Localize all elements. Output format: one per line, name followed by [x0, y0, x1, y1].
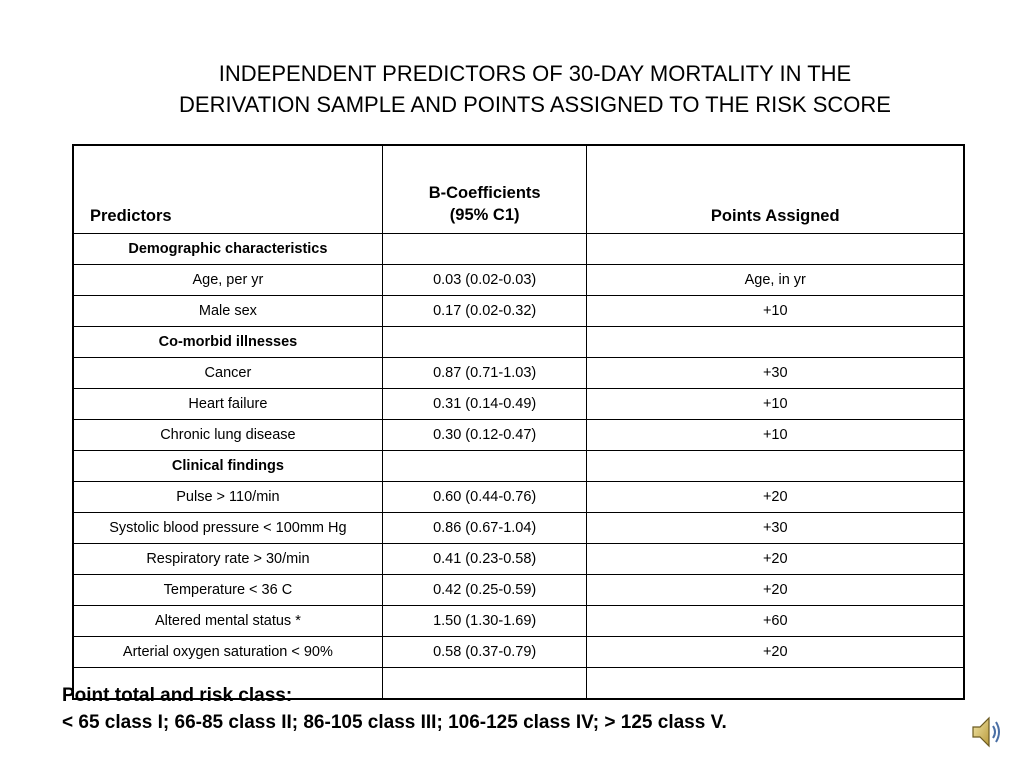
empty-cell — [382, 234, 587, 265]
table-row — [73, 513, 964, 544]
table-row — [73, 265, 964, 296]
predictor-cell: Male sex — [73, 296, 382, 327]
coef-cell: 0.41 (0.23-0.58) — [382, 544, 587, 575]
points-cell: Age, in yr — [587, 265, 964, 296]
points-cell: +10 — [587, 389, 964, 420]
header-coef-line-1: B-Coefficients — [428, 184, 541, 202]
section-row-demographic — [73, 234, 964, 265]
table-row — [73, 482, 964, 513]
points-cell: +10 — [587, 296, 964, 327]
empty-cell — [587, 327, 964, 358]
predictor-cell: Pulse > 110/min — [73, 482, 382, 513]
slide-title — [90, 58, 980, 120]
points-cell: +30 — [587, 358, 964, 389]
points-cell: +30 — [587, 513, 964, 544]
coef-cell: 0.17 (0.02-0.32) — [382, 296, 587, 327]
risk-class-footer — [62, 682, 962, 736]
points-cell: +10 — [587, 420, 964, 451]
coef-cell: 0.42 (0.25-0.59) — [382, 575, 587, 606]
table-row — [73, 575, 964, 606]
points-cell: +20 — [587, 544, 964, 575]
predictor-cell: Systolic blood pressure < 100mm Hg — [73, 513, 382, 544]
coef-cell: 0.30 (0.12-0.47) — [382, 420, 587, 451]
points-cell: +20 — [587, 482, 964, 513]
risk-score-table — [72, 144, 965, 700]
points-cell: +20 — [587, 575, 964, 606]
empty-cell — [382, 451, 587, 482]
table-row — [73, 544, 964, 575]
empty-cell — [587, 234, 964, 265]
header-predictors: Predictors — [73, 145, 382, 234]
footer-line-2: < 65 class I; 66-85 class II; 86-105 class III; 106-125 class IV; > 125 class V. — [62, 712, 727, 733]
table-row — [73, 637, 964, 668]
section-row-comorbid — [73, 327, 964, 358]
coef-cell: 0.87 (0.71-1.03) — [382, 358, 587, 389]
section-label: Co-morbid illnesses — [73, 327, 382, 358]
section-label: Clinical findings — [73, 451, 382, 482]
predictor-cell: Chronic lung disease — [73, 420, 382, 451]
section-row-clinical — [73, 451, 964, 482]
speaker-icon[interactable] — [970, 712, 1004, 752]
empty-cell — [382, 327, 587, 358]
header-coefficients — [382, 145, 587, 234]
title-line-2: DERIVATION SAMPLE AND POINTS ASSIGNED TO THE RISK SCORE — [179, 92, 891, 117]
footer-line-1: Point total and risk class: — [62, 685, 293, 706]
points-cell: +20 — [587, 637, 964, 668]
table-row — [73, 389, 964, 420]
title-line-1: INDEPENDENT PREDICTORS OF 30-DAY MORTALITY IN THE — [218, 61, 852, 86]
predictor-cell: Age, per yr — [73, 265, 382, 296]
table-row — [73, 296, 964, 327]
coef-cell: 0.86 (0.67-1.04) — [382, 513, 587, 544]
empty-cell — [587, 451, 964, 482]
predictor-cell: Arterial oxygen saturation < 90% — [73, 637, 382, 668]
header-coef-line-2: (95% C1) — [449, 206, 520, 224]
coef-cell: 0.60 (0.44-0.76) — [382, 482, 587, 513]
header-points: Points Assigned — [587, 145, 964, 234]
coef-cell: 0.58 (0.37-0.79) — [382, 637, 587, 668]
coef-cell: 1.50 (1.30-1.69) — [382, 606, 587, 637]
predictor-cell: Respiratory rate > 30/min — [73, 544, 382, 575]
predictor-cell: Temperature < 36 C — [73, 575, 382, 606]
predictor-cell: Altered mental status * — [73, 606, 382, 637]
table-row — [73, 420, 964, 451]
coef-cell: 0.03 (0.02-0.03) — [382, 265, 587, 296]
points-cell: +60 — [587, 606, 964, 637]
table-row — [73, 358, 964, 389]
table-row — [73, 606, 964, 637]
table-header-row — [73, 145, 964, 234]
section-label: Demographic characteristics — [73, 234, 382, 265]
predictor-cell: Cancer — [73, 358, 382, 389]
coef-cell: 0.31 (0.14-0.49) — [382, 389, 587, 420]
predictor-cell: Heart failure — [73, 389, 382, 420]
